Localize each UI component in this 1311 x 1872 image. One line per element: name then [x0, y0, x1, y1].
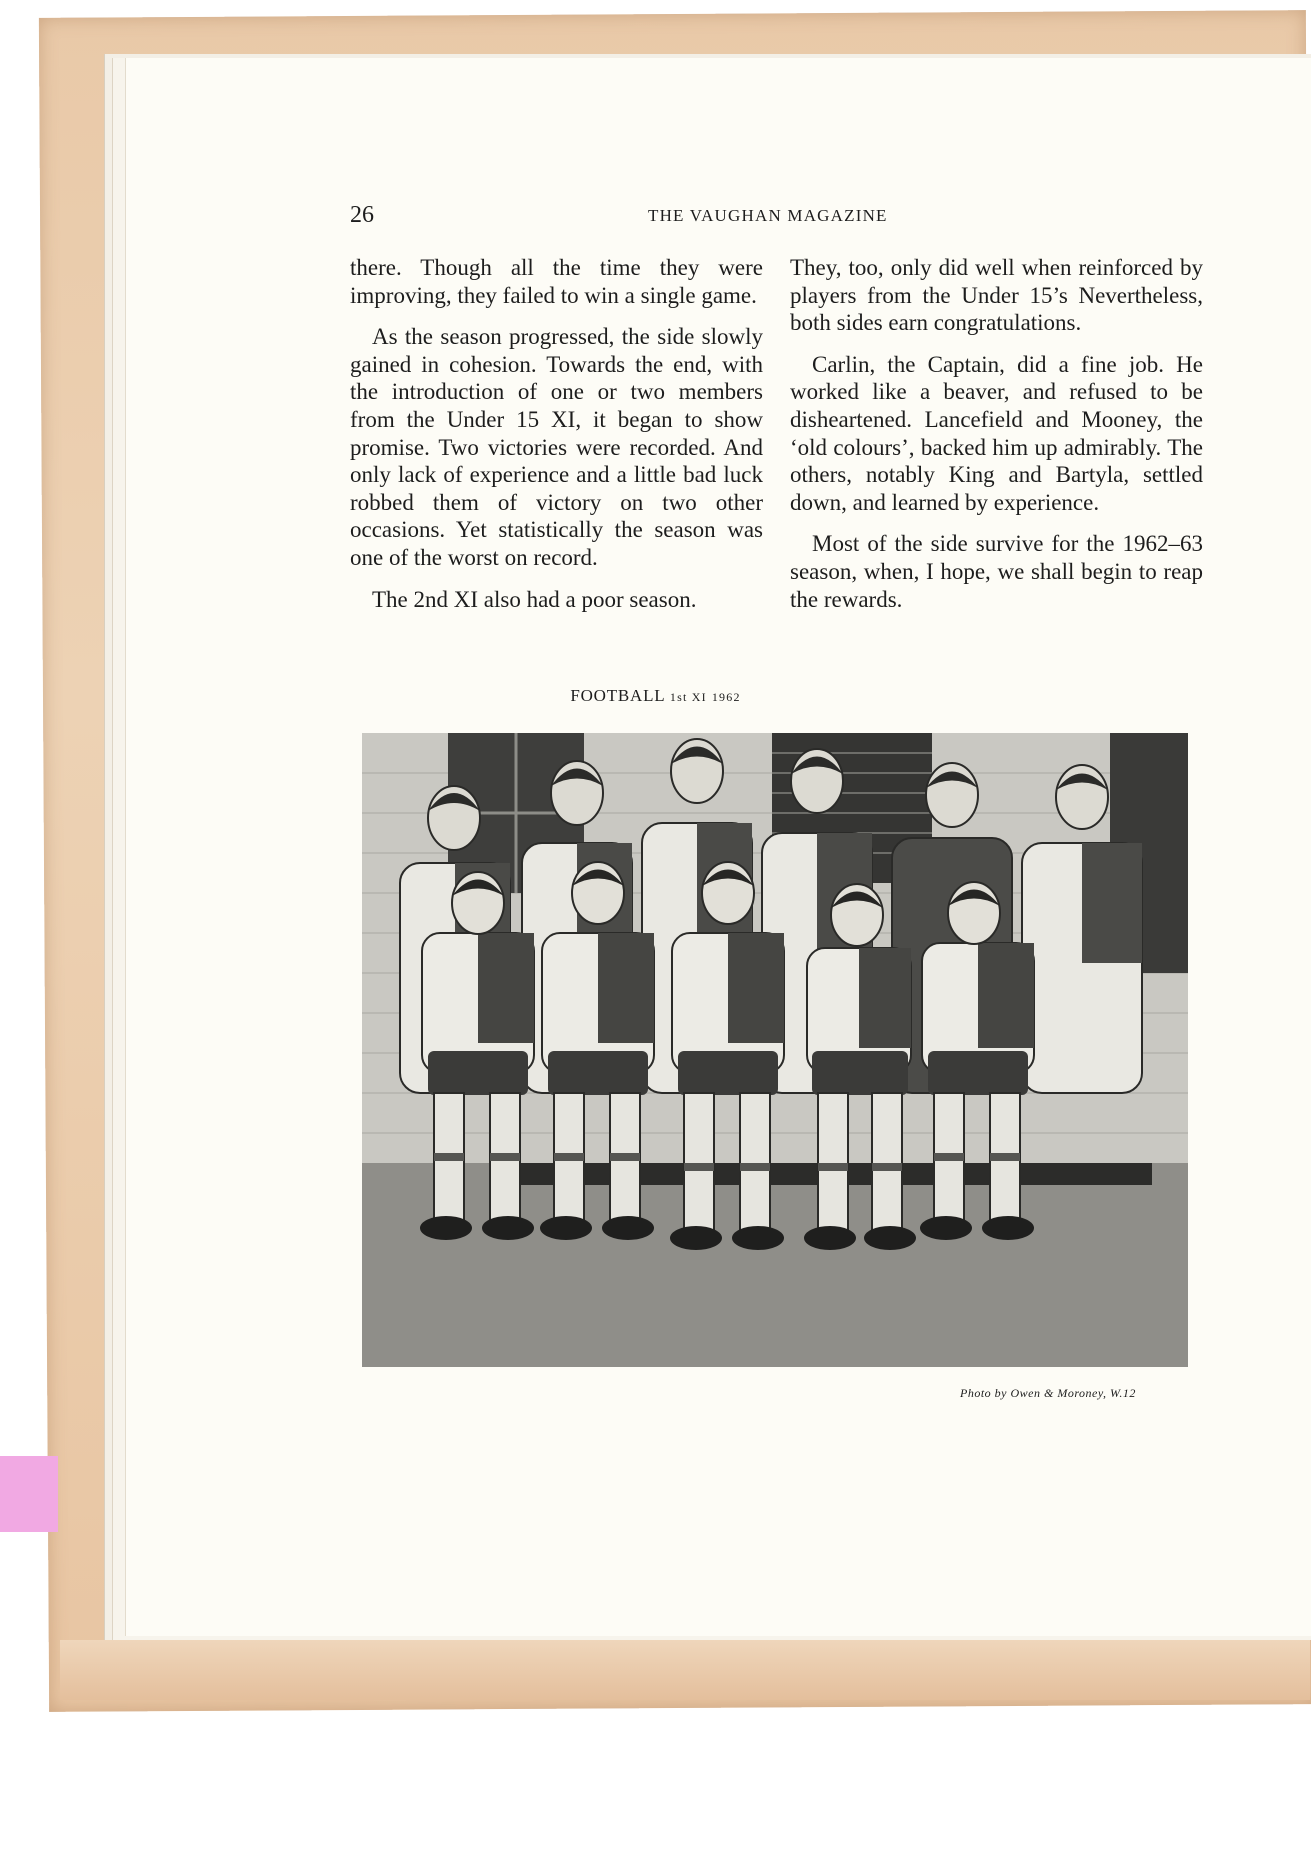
- right-paragraph-2: Carlin, the Captain, did a fine job. He worked like a beaver, and refused to be disheartened. Lancefield and Mooney, the ‘old colours’, backed him up admirably. The others, notably King and Bartyla, settled down, and learned by experience.: [790, 351, 1203, 515]
- team-photo-illustration: [362, 733, 1188, 1367]
- page-number: 26: [350, 202, 374, 228]
- caption-year: 1962: [711, 690, 741, 704]
- photo-caption: [0, 686, 1311, 706]
- running-head: THE VAUGHAN MAGAZINE: [648, 206, 888, 225]
- right-paragraph-1: They, too, only did well when reinforced by players from the Under 15’s Nevertheless, both sides earn congratulations.: [790, 255, 1203, 336]
- cover-bottom-edge: [60, 1640, 1310, 1700]
- caption-team: 1st XI: [669, 690, 707, 704]
- left-column: [350, 254, 763, 627]
- pink-sticky-tab: [0, 1456, 58, 1532]
- right-paragraph-3: Most of the side survive for the 1962–63 season, when, I hope, we shall begin to reap the rewards.: [790, 531, 1203, 612]
- photo-credit: Photo by Owen & Moroney, W.12: [960, 1386, 1136, 1400]
- caption-title: FOOTBALL: [570, 686, 665, 705]
- left-paragraph-1: there. Though all the time they were improving, they failed to win a single game.: [350, 255, 763, 308]
- team-photograph: [362, 733, 1188, 1367]
- right-column: [790, 254, 1203, 627]
- left-paragraph-2: As the season progressed, the side slowly gained in cohesion. Towards the end, with the introduction of one or two members from the Under 15 XI, it began to show promise. Two victories were recorded. And only lack of experience and a little bad luck robbed them of victory on two other occasions. Yet statistically the season was one of the worst on record.: [350, 324, 763, 570]
- left-paragraph-3: The 2nd XI also had a poor season.: [372, 586, 697, 612]
